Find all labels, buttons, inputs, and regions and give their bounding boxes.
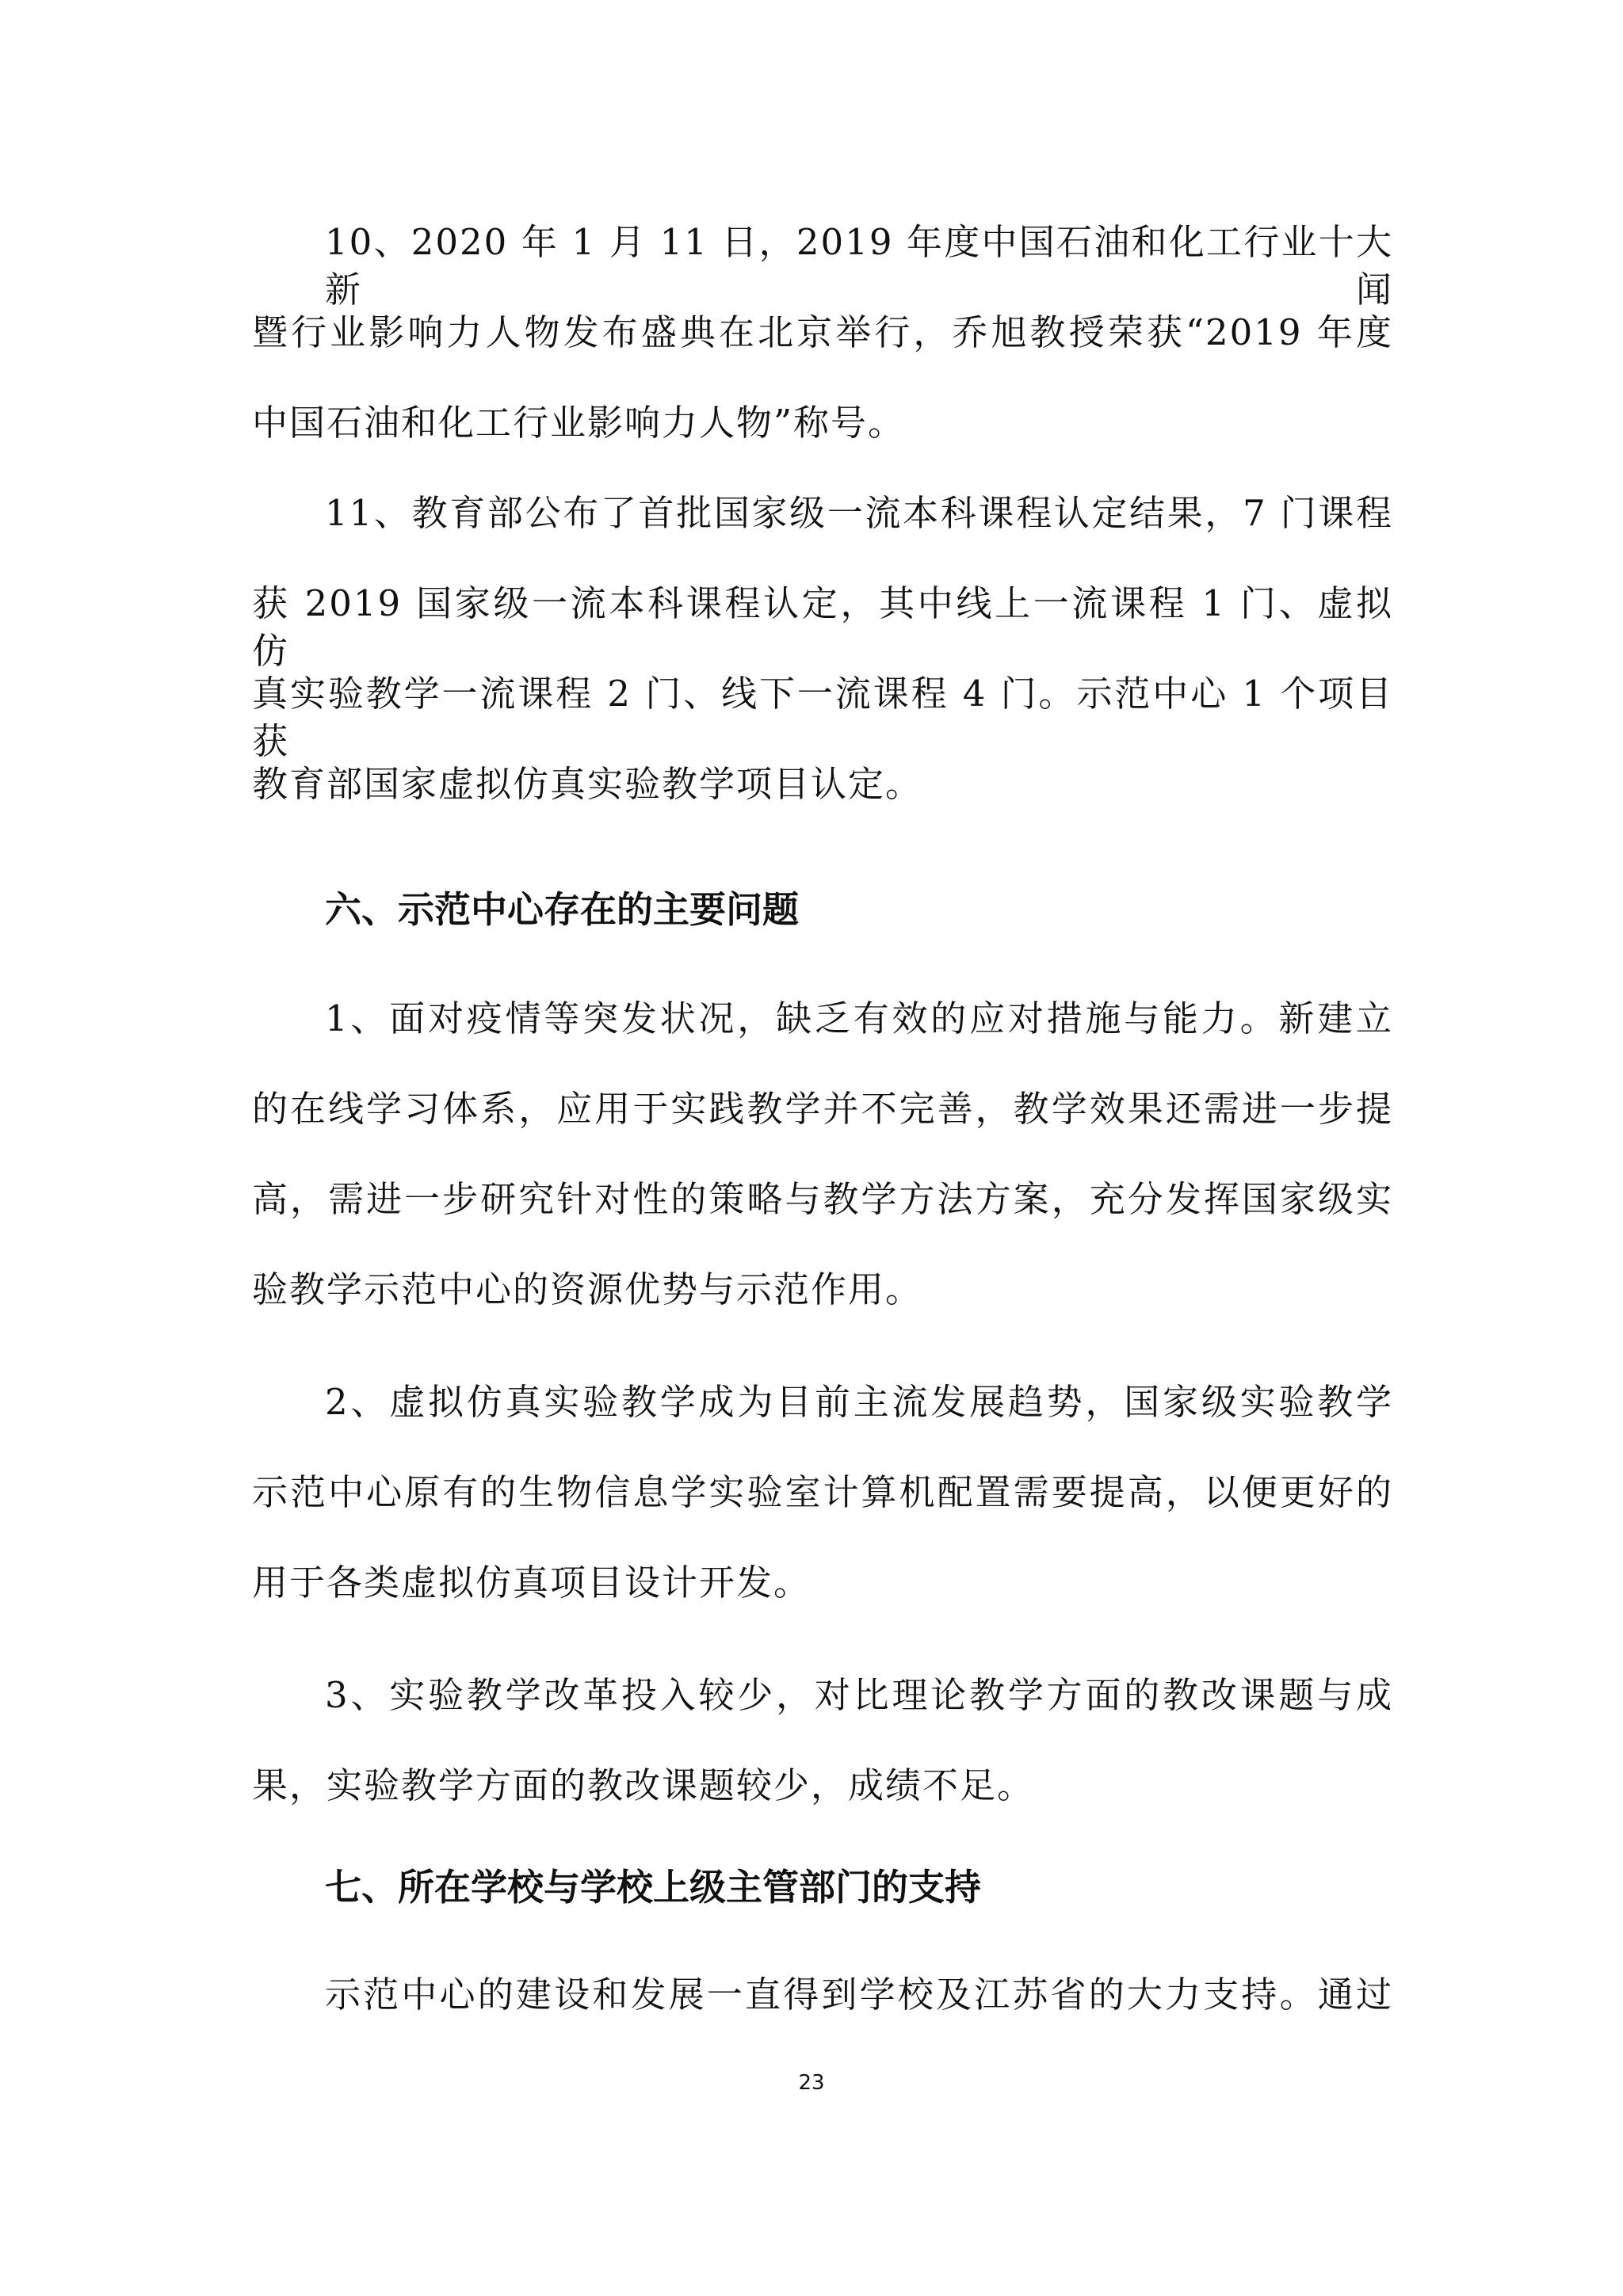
- support-paragraph-line-1: 示范中心的建设和发展一直得到学校及江苏省的大力支持。通过: [325, 1974, 1393, 2016]
- problem-1-line-4: 验教学示范中心的资源优势与示范作用。: [252, 1268, 923, 1310]
- paragraph-10-line-2: 暨行业影响力人物发布盛典在北京举行，乔旭教授荣获“2019 年度: [252, 311, 1393, 353]
- problem-1-line-3: 高，需进一步研究针对性的策略与教学方法方案，充分发挥国家级实: [252, 1178, 1393, 1220]
- problem-2-line-2: 示范中心原有的生物信息学实验室计算机配置需要提高，以便更好的: [252, 1471, 1393, 1513]
- page-number: 23: [798, 2071, 825, 2095]
- paragraph-11-line-4: 教育部国家虚拟仿真实验教学项目认定。: [252, 763, 923, 805]
- paragraph-11-line-3: 真实验教学一流课程 2 门、线下一流课程 4 门。示范中心 1 个项目获: [252, 673, 1393, 762]
- problem-2-line-3: 用于各类虚拟仿真项目设计开发。: [252, 1562, 812, 1604]
- paragraph-11-line-1: 11、教育部公布了首批国家级一流本科课程认定结果，7 门课程: [325, 492, 1393, 534]
- problem-2-line-1: 2、虚拟仿真实验教学成为目前主流发展趋势，国家级实验教学: [325, 1381, 1393, 1423]
- section-heading-7: 七、所在学校与学校上级主管部门的支持: [325, 1866, 981, 1909]
- problem-3-line-2: 果，实验教学方面的教改课题较少，成绩不足。: [252, 1764, 1035, 1806]
- problem-1-line-1: 1、面对疫情等突发状况，缺乏有效的应对措施与能力。新建立: [325, 997, 1393, 1039]
- problem-1-line-2: 的在线学习体系，应用于实践教学并不完善，教学效果还需进一步提: [252, 1088, 1393, 1130]
- paragraph-10-line-3: 中国石油和化工行业影响力人物”称号。: [252, 402, 906, 444]
- paragraph-10-line-1: 10、2020 年 1 月 11 日，2019 年度中国石油和化工行业十大新闻: [325, 221, 1393, 311]
- problem-3-line-1: 3、实验教学改革投入较少，对比理论教学方面的教改课题与成: [325, 1674, 1393, 1716]
- paragraph-11-line-2: 获 2019 国家级一流本科课程认定，其中线上一流课程 1 门、虚拟仿: [252, 582, 1393, 672]
- section-heading-6: 六、示范中心存在的主要问题: [325, 888, 799, 931]
